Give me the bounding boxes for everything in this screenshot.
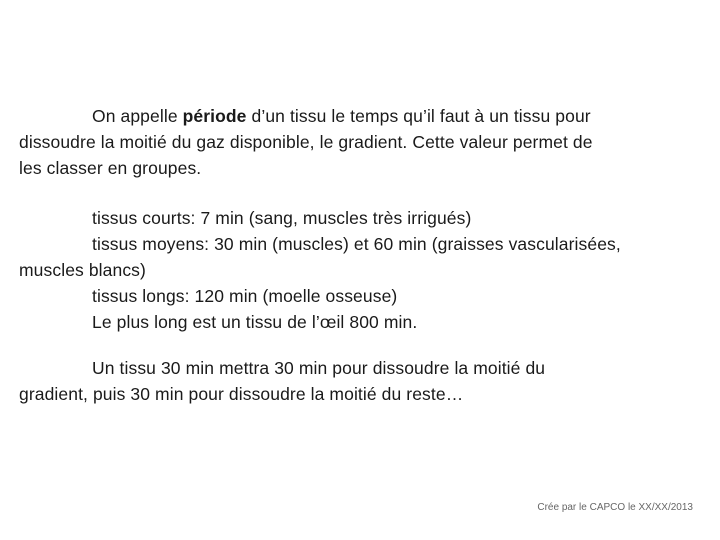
tissue-group-longest xyxy=(19,309,679,335)
definition-intro: On appelle xyxy=(92,106,183,126)
tissue-group-medium-text: tissus moyens: 30 min (muscles) et 60 min (graisses vascularisées, xyxy=(92,234,621,254)
definition-line-3: les classer en groupes. xyxy=(19,158,202,178)
definition-line-1 xyxy=(19,103,679,129)
example-line-1 xyxy=(19,355,679,381)
definition-rest: d’un tissu le temps qu’il faut à un tissu pour xyxy=(246,106,591,126)
example-line-2: gradient, puis 30 min pour dissoudre la moitié du reste… xyxy=(19,384,464,404)
tissue-group-short xyxy=(19,205,679,231)
definition-paragraph xyxy=(19,103,679,181)
footer-credit: Crée par le CAPCO le XX/XX/2013 xyxy=(537,502,693,513)
tissue-groups-list xyxy=(19,205,679,335)
tissue-group-short-text: tissus courts: 7 min (sang, muscles très irrigués) xyxy=(92,208,472,228)
example-paragraph xyxy=(19,355,679,407)
example-line-1-text: Un tissu 30 min mettra 30 min pour dissoudre la moitié du xyxy=(92,358,546,378)
definition-line-2: dissoudre la moitié du gaz disponible, le gradient. Cette valeur permet de xyxy=(19,132,593,152)
tissue-group-medium-continued: muscles blancs) xyxy=(19,260,146,280)
tissue-group-long-text: tissus longs: 120 min (moelle osseuse) xyxy=(92,286,398,306)
tissue-group-long xyxy=(19,283,679,309)
tissue-group-medium xyxy=(19,231,679,257)
tissue-group-longest-text: Le plus long est un tissu de l’œil 800 min. xyxy=(92,312,418,332)
definition-term: période xyxy=(182,106,247,126)
